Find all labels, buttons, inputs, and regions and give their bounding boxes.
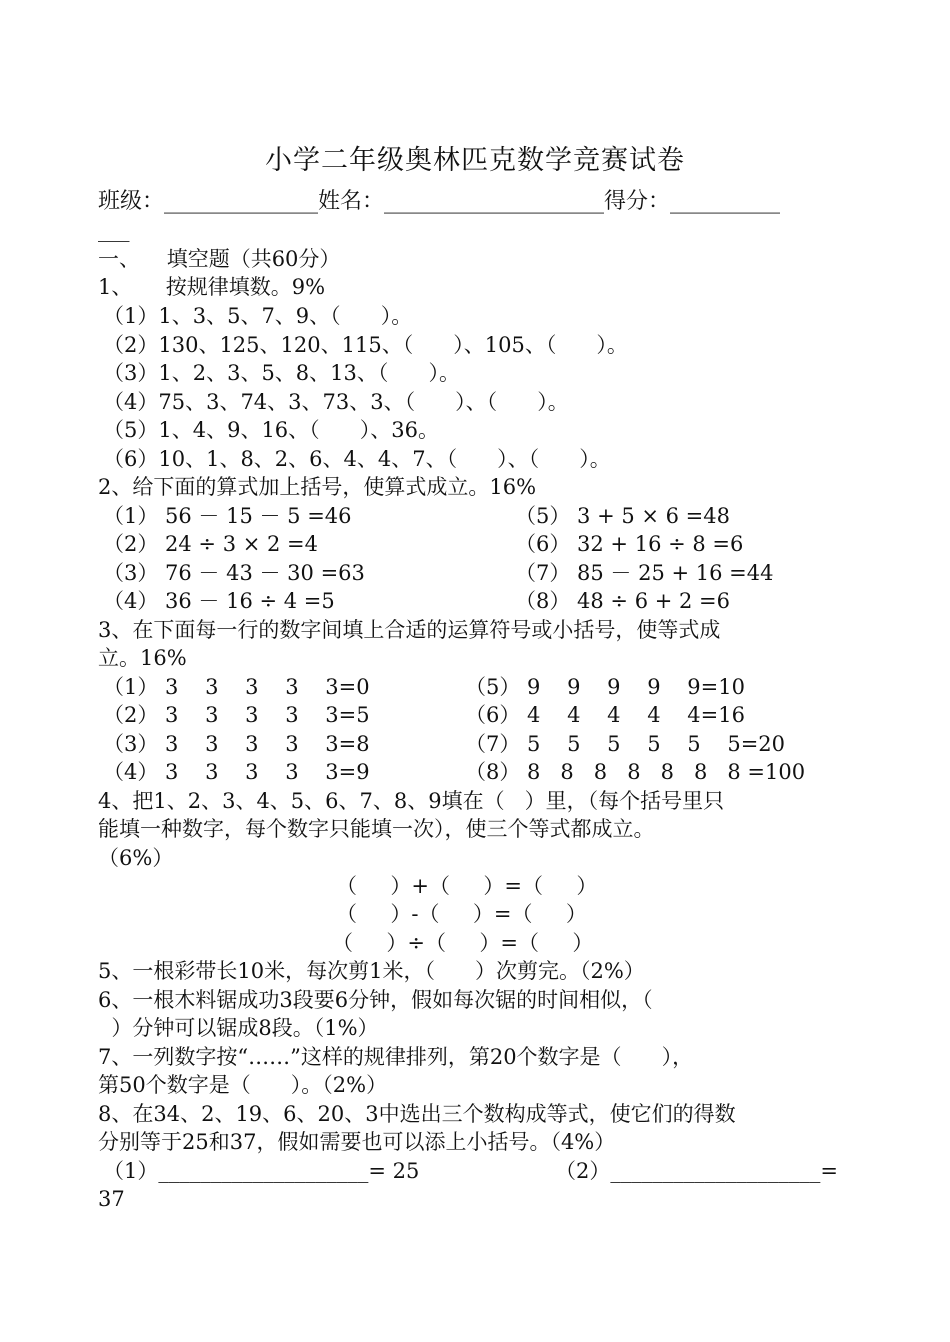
question-7-text: 第50个数字是（ ）。（2%） (98, 1073, 388, 1097)
question-2-item: （2） 24 ÷ 3 × 2 =4 (103, 532, 319, 556)
question-8-text: 8、在34、2、19、6、20、3中选出三个数构成等式，使它们的得数 (98, 1102, 736, 1126)
question-1-item: （2）130、125、120、115、（ ）、105、（ ）。 (103, 333, 628, 357)
header-fields-wrap: ___ (98, 218, 130, 242)
question-1-item: （1）1、3、5、7、9、（ ）。 (103, 304, 413, 328)
question-8-part-wrap: 37 (98, 1187, 125, 1211)
question-3-item: （3） 3 3 3 3 3=8 (103, 732, 370, 756)
question-3-title: 3、在下面每一行的数字间填上合适的运算符号或小括号，使等式成 (98, 618, 721, 642)
question-3-item: （2） 3 3 3 3 3=5 (103, 703, 370, 727)
question-1-title: 1、 按规律填数。9% (98, 275, 326, 299)
question-3-title-wrap: 立。16% (98, 646, 187, 670)
question-5-text: 5、一根彩带长10米，每次剪1米，（ ）次剪完。（2%） (98, 959, 645, 983)
question-1-item: （4）75、3、74、3、73、3、（ ）、（ ）。 (103, 390, 569, 414)
question-2-item: （4） 36 － 16 ÷ 4 =5 (103, 589, 335, 613)
question-1-item: （3）1、2、3、5、8、13、（ ）。 (103, 361, 460, 385)
question-3-item: （7） 5 5 5 5 5 5=20 (465, 732, 786, 756)
question-3-item: （8） 8 8 8 8 8 8 8 =100 (465, 760, 806, 784)
question-4-text: 4、把1、2、3、4、5、6、7、8、9填在（ ）里，（每个括号里只 (98, 789, 725, 813)
question-2-item: （5） 3 + 5 × 6 =48 (515, 504, 731, 528)
question-2-item: （8） 48 ÷ 6 + 2 =6 (515, 589, 731, 613)
question-4-equation: （ ）+（ ）=（ ） (336, 874, 598, 898)
question-6-text: ）分钟可以锯成8段。（1%） (98, 1016, 379, 1040)
question-2-item: （3） 76 － 43 － 30 =63 (103, 561, 365, 585)
question-2-item: （7） 85 － 25 + 16 =44 (515, 561, 774, 585)
question-4-text: （6%） (98, 846, 174, 870)
question-3-item: （4） 3 3 3 3 3=9 (103, 760, 370, 784)
question-2-item: （6） 32 + 16 ÷ 8 =6 (515, 532, 744, 556)
question-4-equation: （ ）÷（ ）=（ ） (332, 931, 594, 955)
question-3-item: （1） 3 3 3 3 3=0 (103, 675, 370, 699)
question-8-part: （2）____________________= (555, 1159, 838, 1183)
question-4-equation: （ ）-（ ）=（ ） (336, 902, 587, 926)
header-fields: 班级：______________姓名：____________________得分：__________ (98, 189, 781, 214)
question-7-text: 7、一列数字按“……”这样的规律排列，第20个数字是（ ）， (98, 1045, 694, 1069)
question-1-item: （6）10、1、8、2、6、4、4、7、（ ）、（ ）。 (103, 447, 611, 471)
question-1-item: （5）1、4、9、16、（ ）、36。 (103, 418, 439, 442)
question-6-text: 6、一根木料锯成功3段要6分钟，假如每次锯的时间相似，（ (98, 988, 653, 1012)
question-2-item: （1） 56 － 15 － 5 =46 (103, 504, 352, 528)
question-3-item: （5） 9 9 9 9 9=10 (465, 675, 745, 699)
question-8-text: 分别等于25和37，假如需要也可以添上小括号。（4%） (98, 1130, 616, 1154)
question-3-item: （6） 4 4 4 4 4=16 (465, 703, 745, 727)
question-8-part: （1）____________________= 25 (103, 1159, 420, 1183)
section-heading: 一、 填空题（共60分） (98, 247, 341, 271)
question-2-title: 2、给下面的算式加上括号，使算式成立。16% (98, 475, 537, 499)
exam-title: 小学二年级奥林匹克数学竞赛试卷 (265, 145, 685, 176)
question-4-text: 能填一种数字，每个数字只能填一次），使三个等式都成立。 (98, 817, 655, 841)
